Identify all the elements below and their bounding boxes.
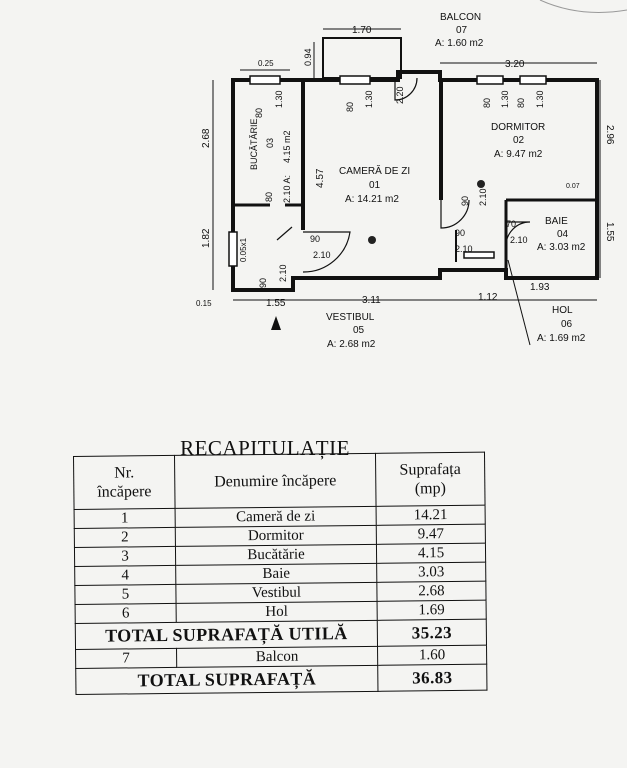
bucatarie-wall-label: 2.10 A: — [282, 174, 292, 203]
row-area: 9.47 — [376, 524, 485, 544]
dim-right-upper: 2.96 — [604, 125, 615, 145]
row-area: 2.68 — [377, 581, 486, 601]
dim-corner-small: 0.15 — [196, 299, 212, 308]
header-name: Denumire încăpere — [174, 453, 376, 508]
vestibul-name: VESTIBUL — [326, 312, 375, 323]
dim-living-door-h: 2.10 — [313, 250, 331, 260]
bucatarie-nr: 03 — [265, 137, 275, 148]
row-area: 14.21 — [376, 505, 485, 525]
dim-kitchen-window-h: 1.30 — [274, 90, 284, 108]
row-name: Bucătărie — [175, 544, 376, 565]
dim-left-lower: 1.82 — [201, 228, 212, 248]
entrance-arrow-icon — [271, 316, 281, 330]
row-nr: 1 — [74, 508, 175, 528]
dormitor-name: DORMITOR — [491, 122, 546, 133]
recap-title: RECAPITULAȚIE — [180, 436, 350, 460]
row-nr: 4 — [75, 565, 176, 585]
dormitor-area: A: 9.47 m2 — [494, 149, 543, 160]
dim-top-right: 3.20 — [505, 59, 525, 70]
dim-bottom-4: 1.93 — [530, 282, 550, 293]
header-nr: Nr. încăpere — [74, 455, 176, 509]
row-nr: 2 — [74, 527, 175, 547]
row-nr: 3 — [74, 546, 175, 566]
total-row — [76, 664, 487, 694]
balcon-name: BALCON — [440, 12, 482, 23]
row-name: Hol — [176, 601, 377, 622]
bucatarie-area: 4.15 m2 — [282, 130, 292, 163]
total-label: TOTAL SUPRAFAȚĂ — [76, 665, 378, 694]
camera-nr: 01 — [369, 180, 381, 191]
row-nr: 7 — [76, 648, 177, 668]
baie-name: BAIE — [545, 216, 568, 227]
dim-bath-door-h: 2.10 — [510, 235, 528, 245]
bucatarie-name: BUCĂTĂRIE — [249, 118, 259, 170]
row-area: 3.03 — [377, 562, 486, 582]
row-area: 4.15 — [376, 543, 485, 563]
dim-bedroom-window2-h: 1.30 — [535, 90, 545, 108]
dim-bedroom-window-h: 1.30 — [500, 90, 510, 108]
baie-area: A: 3.03 m2 — [537, 242, 586, 253]
row-name: Baie — [176, 563, 377, 584]
camera-area: A: 14.21 m2 — [345, 194, 399, 205]
dim-right-lower: 1.55 — [604, 222, 615, 242]
dim-left-upper: 2.68 — [201, 128, 212, 148]
hol-nr: 06 — [561, 319, 573, 330]
ink-mark — [477, 180, 485, 188]
vestibul-nr: 05 — [353, 325, 365, 336]
hol-name: HOL — [552, 305, 573, 316]
balcon-area: A: 1.60 m2 — [435, 38, 484, 49]
table-header-row — [74, 452, 486, 509]
total-value: 36.83 — [378, 664, 487, 691]
dim-bottom-3: 1.12 — [478, 292, 498, 303]
dim-kitchen-window-w: 80 — [254, 107, 264, 118]
dim-bottom-2: 3.11 — [362, 295, 381, 306]
row-area: 1.60 — [378, 645, 487, 665]
dim-bedroom-door-w: 90 — [460, 195, 470, 206]
dim-vestibul-door-w: 90 — [258, 277, 268, 288]
dim-hall-door-w: 90 — [455, 228, 466, 238]
dim-living-window-h: 1.30 — [364, 90, 374, 108]
hol-area: A: 1.69 m2 — [537, 333, 586, 344]
row-name: Balcon — [177, 646, 378, 667]
dim-bedroom-door-h: 2.10 — [478, 188, 488, 206]
dim-vestibul-door-h: 2.10 — [278, 264, 288, 282]
total-util-label: TOTAL SUPRAFAȚĂ UTILĂ — [75, 620, 377, 649]
row-nr: 6 — [75, 603, 176, 623]
dim-living-height: 4.57 — [315, 168, 326, 188]
dim-kitchen-door-w: 80 — [264, 191, 274, 202]
dim-living-window-w: 80 — [345, 101, 355, 112]
dim-bedroom-window2-w: 80 — [516, 97, 526, 108]
dim-kitchen-top: 0.25 — [258, 59, 274, 68]
dormitor-nr: 02 — [513, 135, 525, 146]
ink-mark — [368, 236, 376, 244]
dim-bottom-1: 1.55 — [266, 298, 286, 309]
dim-bath-door-w: 70 — [506, 219, 517, 229]
row-name: Vestibul — [176, 582, 377, 603]
camera-name: CAMERĂ DE ZI — [339, 166, 411, 177]
dim-bedroom-window-w: 80 — [482, 97, 492, 108]
balcon-nr: 07 — [456, 25, 468, 36]
floor-plan — [0, 0, 627, 370]
recap-table — [73, 452, 487, 695]
row-name: Cameră de zi — [175, 506, 376, 527]
dim-bath-small: 0.07 — [566, 183, 580, 190]
row-name: Dormitor — [175, 525, 376, 546]
dim-balcony-door: 2.20 — [395, 86, 405, 104]
dim-living-door-w: 90 — [310, 234, 321, 244]
dim-vestibul-window: 0.05x1 — [239, 237, 248, 262]
dim-small-top: 0.94 — [303, 48, 313, 66]
total-util-value: 35.23 — [377, 619, 486, 646]
margin-curve — [540, 0, 627, 12]
row-nr: 5 — [75, 584, 176, 604]
row-area: 1.69 — [377, 600, 486, 620]
dim-hall-door-h: 2.10 — [455, 244, 473, 254]
baie-nr: 04 — [557, 229, 569, 240]
header-area: Suprafața (mp) — [375, 452, 485, 506]
dim-balcony-width: 1.70 — [352, 25, 372, 36]
vestibul-area: A: 2.68 m2 — [327, 339, 376, 350]
